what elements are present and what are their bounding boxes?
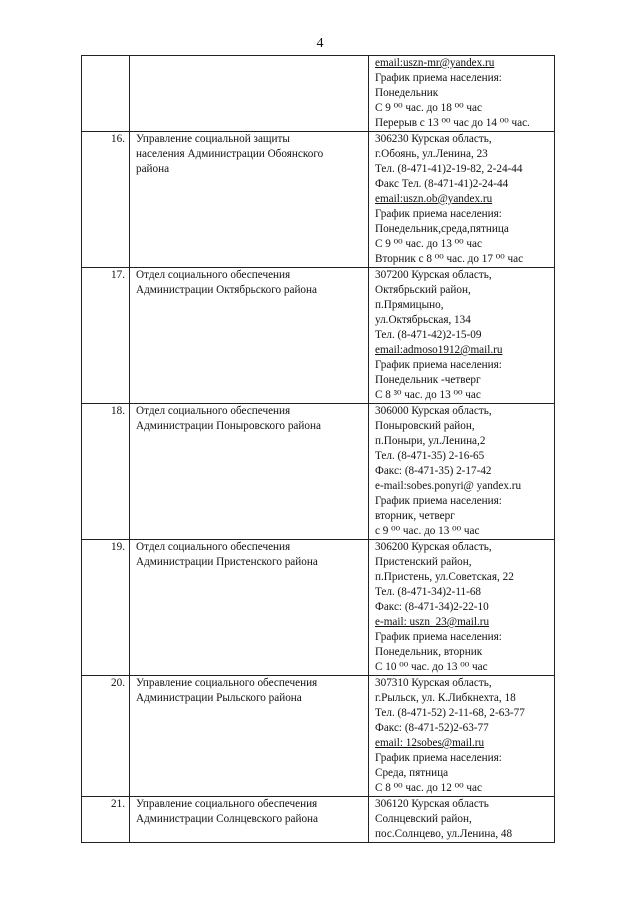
contact-line: График приема населения: xyxy=(375,752,502,764)
email-link[interactable]: email: 12sobes@mail.ru xyxy=(375,737,485,749)
department-name-line: Администрации Рыльского района xyxy=(136,692,302,704)
department-name-line: Управление социальной защиты xyxy=(136,133,290,145)
department-name xyxy=(130,404,369,540)
table-row xyxy=(82,797,555,843)
contact-line: Пристенский район, xyxy=(375,556,472,568)
contact-line: График приема населения: xyxy=(375,208,502,220)
contact-line: 306200 Курская область, xyxy=(375,541,492,553)
row-number: 20. xyxy=(82,676,130,797)
contact-line: п.Поныри, ул.Ленина,2 xyxy=(375,435,486,447)
contact-line: г.Обоянь, ул.Ленина, 23 xyxy=(375,148,488,160)
contact-details xyxy=(369,268,555,404)
contact-line: С 8 ³⁰ час. до 13 ⁰⁰ час xyxy=(375,389,481,401)
contact-line: вторник, четверг xyxy=(375,510,455,522)
contact-line: ул.Октябрьская, 134 xyxy=(375,314,471,326)
contact-line: г.Рыльск, ул. К.Либкнехта, 18 xyxy=(375,692,516,704)
table-row xyxy=(82,540,555,676)
contact-line: с 9 ⁰⁰ час. до 13 ⁰⁰ час xyxy=(375,525,480,537)
department-name-line: района xyxy=(136,163,170,175)
contact-details xyxy=(369,132,555,268)
table-row xyxy=(82,268,555,404)
row-number xyxy=(82,56,130,132)
contact-details xyxy=(369,56,555,132)
contact-line: Тел. (8-471-52) 2-11-68, 2-63-77 xyxy=(375,707,525,719)
email-link[interactable]: email:admoso1912@mail.ru xyxy=(375,344,503,356)
department-name-line: Администрации Октябрьского района xyxy=(136,284,317,296)
row-number: 16. xyxy=(82,132,130,268)
contact-line: Октябрьский район, xyxy=(375,284,471,296)
department-name-line: Отдел социального обеспечения xyxy=(136,541,291,553)
department-name-line: Управление социального обеспечения xyxy=(136,677,318,689)
contact-line: Тел. (8-471-35) 2-16-65 xyxy=(375,450,485,462)
email-link[interactable]: e-mail: uszn_23@mail.ru xyxy=(375,616,490,628)
email-link[interactable]: email:uszn-mr@yandex.ru xyxy=(375,57,495,69)
contact-line: 307310 Курская область, xyxy=(375,677,492,689)
department-name xyxy=(130,268,369,404)
contact-line: пос.Солнцево, ул.Ленина, 48 xyxy=(375,828,513,840)
department-name-line: Администрации Пристенского района xyxy=(136,556,318,568)
department-name xyxy=(130,132,369,268)
departments-table xyxy=(81,55,555,843)
department-name-line: Управление социального обеспечения xyxy=(136,798,318,810)
contact-line: Понедельник xyxy=(375,87,439,99)
contact-line: С 8 ⁰⁰ час. до 12 ⁰⁰ час xyxy=(375,782,482,794)
table-body xyxy=(82,56,555,843)
contact-line: Понедельник,среда,пятница xyxy=(375,223,509,235)
department-name-line: Администрации Солнцевского района xyxy=(136,813,318,825)
row-number: 18. xyxy=(82,404,130,540)
contact-line: С 10 ⁰⁰ час. до 13 ⁰⁰ час xyxy=(375,661,488,673)
table-row xyxy=(82,132,555,268)
contact-line: 307200 Курская область, xyxy=(375,269,492,281)
row-number: 21. xyxy=(82,797,130,843)
contact-line: Среда, пятница xyxy=(375,767,449,779)
contact-line: Понедельник, вторник xyxy=(375,646,483,658)
department-name xyxy=(130,676,369,797)
row-number: 17. xyxy=(82,268,130,404)
contact-line: График приема населения: xyxy=(375,495,502,507)
contact-details xyxy=(369,797,555,843)
email-link[interactable]: email:uszn.ob@yandex.ru xyxy=(375,193,493,205)
department-name xyxy=(130,540,369,676)
contact-line: С 9 ⁰⁰ час. до 18 ⁰⁰ час xyxy=(375,102,482,114)
contact-line: п.Пристень, ул.Советская, 22 xyxy=(375,571,514,583)
page-number: 4 xyxy=(316,36,324,51)
contact-line: Понедельник -четверг xyxy=(375,374,481,386)
contact-line: Тел. (8-471-34)2-11-68 xyxy=(375,586,482,598)
contact-line: Вторник с 8 ⁰⁰ час. до 17 ⁰⁰ час xyxy=(375,253,524,265)
contact-line: Поныровский район, xyxy=(375,420,475,432)
contact-line: Перерыв с 13 ⁰⁰ час до 14 ⁰⁰ час. xyxy=(375,117,530,129)
contact-line: 306120 Курская область xyxy=(375,798,489,810)
department-name-line: Отдел социального обеспечения xyxy=(136,269,291,281)
contact-line: Факс: (8-471-35) 2-17-42 xyxy=(375,465,492,477)
table-row xyxy=(82,56,555,132)
contact-line: Факс: (8-471-34)2-22-10 xyxy=(375,601,489,613)
contact-details xyxy=(369,676,555,797)
department-name xyxy=(130,797,369,843)
contact-line: С 9 ⁰⁰ час. до 13 ⁰⁰ час xyxy=(375,238,482,250)
contact-line: Факс: (8-471-52)2-63-77 xyxy=(375,722,489,734)
contact-line: 306000 Курская область, xyxy=(375,405,492,417)
contact-details xyxy=(369,404,555,540)
contact-line: п.Прямицыно, xyxy=(375,299,444,311)
contact-line: e-mail:sobes.ponyri@ yandex.ru xyxy=(375,480,522,492)
contact-line: Факс Тел. (8-471-41)2-24-44 xyxy=(375,178,509,190)
contact-line: Тел. (8-471-42)2-15-09 xyxy=(375,329,482,341)
contact-line: График приема населения: xyxy=(375,72,502,84)
department-name-line: Администрации Поныровского района xyxy=(136,420,321,432)
contact-line: Солнцевский район, xyxy=(375,813,472,825)
table-row xyxy=(82,676,555,797)
department-name xyxy=(130,56,369,132)
contact-details xyxy=(369,540,555,676)
row-number: 19. xyxy=(82,540,130,676)
contact-line: 306230 Курская область, xyxy=(375,133,492,145)
contact-line: Тел. (8-471-41)2-19-82, 2-24-44 xyxy=(375,163,523,175)
department-name-line: Отдел социального обеспечения xyxy=(136,405,291,417)
contact-line: График приема населения: xyxy=(375,631,502,643)
table-row xyxy=(82,404,555,540)
department-name-line: населения Администрации Обоянского xyxy=(136,148,324,160)
contact-line: График приема населения: xyxy=(375,359,502,371)
